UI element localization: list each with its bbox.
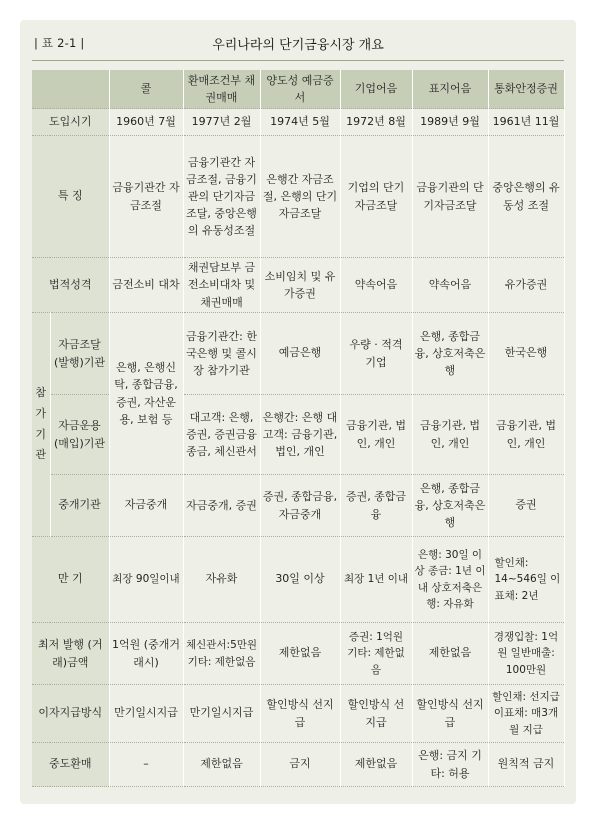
table-cell: 자유화 [183, 537, 260, 623]
row-label: 중도환매 [32, 743, 109, 787]
table-cell: 증권, 종합금융 [340, 475, 412, 537]
table-cell: 제한없음 [340, 743, 412, 787]
table-cell: 원칙적 금지 [488, 743, 564, 787]
row-label: 최저 발행 (거래)금액 [32, 623, 109, 685]
table-cell: 소비임치 및 유가증권 [260, 258, 340, 313]
table-cell: 은행: 30일 이상 종금: 1년 이내 상호저축은행: 자유화 [412, 537, 488, 623]
row-label: 만 기 [32, 537, 109, 623]
table-cell: 자금중개 [109, 475, 183, 537]
table-cell: 할인채: 선지급 이표채: 매3개월 지급 [488, 685, 564, 743]
table-row [32, 685, 564, 743]
table-cell: 은행간 자금조절, 은행의 단기자금조달 [260, 136, 340, 258]
table-cell: 기업의 단기자금조달 [340, 136, 412, 258]
row-label: 이자지급방식 [32, 685, 109, 743]
row-label: 자금운용 (매입)기관 [50, 395, 109, 475]
table-cell: 증권, 종합금융, 자금중개 [260, 475, 340, 537]
table-cell: 한국은행 [488, 313, 564, 395]
table-cell: 우량 · 적격 기업 [340, 313, 412, 395]
group-char: 참 [35, 385, 47, 399]
table-row [32, 623, 564, 685]
table-cell: 금지 [260, 743, 340, 787]
table-cell: 제한없음 [412, 623, 488, 685]
table-card [20, 20, 576, 804]
table-cell: 대고객: 은행, 증권, 증권금융 종금, 체신관서 [183, 395, 260, 475]
column-header: 표지어음 [412, 70, 488, 109]
table-number-label: | 표 2-1 | [34, 36, 85, 50]
group-char: 기 [35, 427, 47, 441]
table-cell: 최장 90일이내 [109, 537, 183, 623]
table-cell: 약속어음 [340, 258, 412, 313]
table-cell: 할인채: 14~546일 이표채: 2년 [488, 537, 564, 623]
table-row [32, 109, 564, 136]
table-cell: 금융기관, 법인, 개인 [488, 395, 564, 475]
group-char: 관 [35, 448, 47, 462]
table-cell: 은행: 금지 기타: 허용 [412, 743, 488, 787]
table-cell: 유가증권 [488, 258, 564, 313]
title-divider [32, 60, 564, 61]
row-label: 특 징 [32, 136, 109, 258]
table-cell: 금융기관간 자금조절 [109, 136, 183, 258]
table-cell: 예금은행 [260, 313, 340, 395]
table-cell: 1977년 2월 [183, 109, 260, 136]
column-header: 콜 [109, 70, 183, 109]
table-cell: 은행간: 은행 대고객: 금융기관, 법인, 개인 [260, 395, 340, 475]
table-row [32, 743, 564, 787]
row-label: 법적성격 [32, 258, 109, 313]
row-label: 도입시기 [32, 109, 109, 136]
column-header: 환매조건부 채권매매 [183, 70, 260, 109]
table-cell: – [109, 743, 183, 787]
column-header: 통화안정증권 [488, 70, 564, 109]
table-cell: 자금중개, 증권 [183, 475, 260, 537]
table-cell: 할인방식 선지급 [412, 685, 488, 743]
table-cell: 은행, 종합금융, 상호저축은행 [412, 313, 488, 395]
table-cell: 할인방식 선지급 [260, 685, 340, 743]
table-title: 우리나라의 단기금융시장 개요 [212, 38, 384, 53]
table-cell: 제한없음 [260, 623, 340, 685]
header-corner [32, 70, 109, 109]
table-cell: 1989년 9월 [412, 109, 488, 136]
table-cell: 금융기관, 법인, 개인 [412, 395, 488, 475]
table-cell: 경쟁입찰: 1억원 일반매출: 100만원 [488, 623, 564, 685]
table-cell: 채권담보부 금전소비대차 및 채권매매 [183, 258, 260, 313]
table-cell: 1억원 (중개거래시) [109, 623, 183, 685]
participants-group-label [32, 313, 50, 537]
table-cell: 1960년 7월 [109, 109, 183, 136]
column-header: 기업어음 [340, 70, 412, 109]
header-row [32, 70, 564, 109]
table-cell: 증권 [488, 475, 564, 537]
group-char: 가 [35, 406, 47, 420]
table-cell: 금융기관간 자금조절, 금융기관의 단기자금조달, 중앙은행의 유동성조절 [183, 136, 260, 258]
table-cell: 금융기관간: 한국은행 및 콜시장 참가기관 [183, 313, 260, 395]
table-row [32, 475, 564, 537]
table-row [32, 136, 564, 258]
table-cell: 만기일시지급 [109, 685, 183, 743]
table-cell: 만기일시지급 [183, 685, 260, 743]
row-label: 자금조달 (발행)기관 [50, 313, 109, 395]
table-cell: 중앙은행의 유동성 조절 [488, 136, 564, 258]
table-cell: 1972년 8월 [340, 109, 412, 136]
table-cell: 1961년 11월 [488, 109, 564, 136]
table-cell: 약속어음 [412, 258, 488, 313]
table-cell: 금전소비 대차 [109, 258, 183, 313]
table-row [32, 537, 564, 623]
table-cell: 금융기관, 법인, 개인 [340, 395, 412, 475]
table-cell: 금융기관의 단기자금조달 [412, 136, 488, 258]
table-cell: 은행, 종합금융, 상호저축은행 [412, 475, 488, 537]
table-cell: 제한없음 [183, 743, 260, 787]
money-market-table [32, 70, 565, 787]
table-cell: 30일 이상 [260, 537, 340, 623]
table-cell: 체신관서:5만원 기타: 제한없음 [183, 623, 260, 685]
table-cell: 최장 1년 이내 [340, 537, 412, 623]
table-cell: 할인방식 선지급 [340, 685, 412, 743]
table-cell: 은행, 은행신탁, 종합금융, 증권, 자산운용, 보험 등 [109, 313, 183, 475]
row-label: 중개기관 [50, 475, 109, 537]
table-cell: 1974년 5월 [260, 109, 340, 136]
table-row [32, 258, 564, 313]
table-row [32, 313, 564, 395]
column-header: 양도성 예금증서 [260, 70, 340, 109]
table-cell: 증권: 1억원 기타: 제한없음 [340, 623, 412, 685]
